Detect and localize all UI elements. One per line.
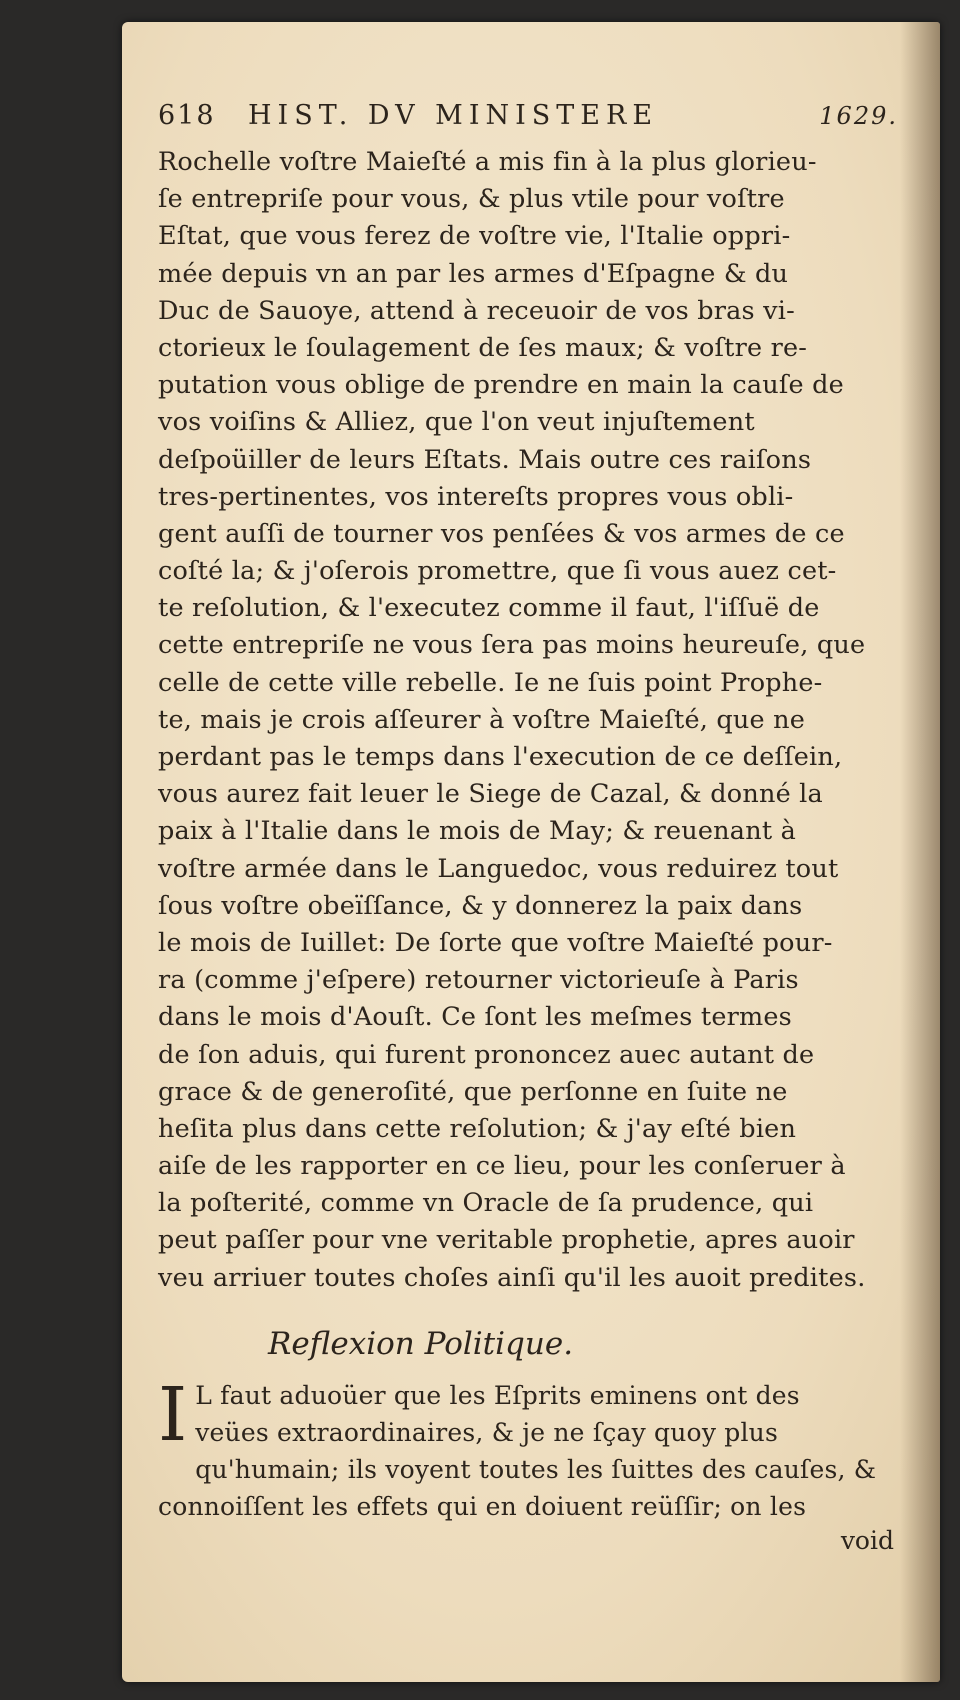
text-line: L faut aduoüer que les Eſprits eminens ont des [195,1380,800,1410]
text-line: cette entrepriſe ne vous ſera pas moins heureuſe, que [158,630,866,661]
text-line: heſita plus dans cette reſolution; & j'ay eſté bien [158,1113,797,1144]
text-line: dans le mois d'Aouſt. Ce ſont les meſmes termes [158,1002,792,1033]
text-line: la poſterité, comme vn Oracle de ſa prudence, qui [158,1188,814,1219]
text-line: ſous voſtre obeïſſance, & y donnerez la paix dans [158,890,803,921]
text-line: mée depuis vn an par les armes d'Eſpagne & du [158,258,789,289]
text-line: tres-pertinentes, vos intereſts propres vous obli- [158,481,794,512]
page-text [158,100,898,1555]
text-line: Eſtat, que vous ferez de voſtre vie, l'Italie oppri- [158,221,791,252]
text-line: peut paſſer pour vne veritable prophetie, apres auoir [158,1225,855,1256]
text-line: ra (comme j'eſpere) retourner victorieuſe à Paris [158,965,799,996]
reflexion-paragraph [158,1371,898,1555]
text-line: connoiſſent les effets qui en doiuent reüſſir; on les [158,1492,807,1522]
text-line: perdant pas le temps dans l'execution de ce deſſein, [158,742,843,772]
text-line: Rochelle voſtre Maieſté a mis fin à la plus glorieu- [158,147,817,177]
text-line: vous aurez fait leuer le Siege de Cazal, & donné la [158,779,823,810]
text-line: putation vous oblige de prendre en main la cauſe de [158,370,844,401]
page-gutter-shadow [900,22,940,1682]
text-line: ſe entrepriſe pour vous, & plus vtile pour voſtre [158,184,785,215]
text-line: vos voiſins & Alliez, que l'on veut injuſtement [158,407,755,438]
text-line: coſté la; & j'oſerois promettre, que ſi vous auez cet- [158,556,837,587]
body-paragraph [158,144,898,1297]
drop-cap: I [158,1371,188,1458]
text-line: veu arriuer toutes choſes ainſi qu'il les auoit predites. [158,1262,866,1293]
text-line: deſpoüiller de leurs Eſtats. Mais outre ces raiſons [158,444,812,475]
text-line: paix à l'Italie dans le mois de May; & reuenant à [158,816,796,847]
text-line: voſtre armée dans le Languedoc, vous reduirez tout [158,853,839,884]
text-line: gent auſſi de tourner vos penſées & vos armes de ce [158,518,845,549]
text-line: te, mais je crois aſſeurer à voſtre Maieſté, que ne [158,704,806,735]
running-header [158,100,898,144]
text-line: Duc de Sauoye, attend à receuoir de vos bras vi- [158,295,795,326]
text-line: veües extraordinaires, & je ne ſçay quoy plus [195,1418,779,1447]
catchword: void [840,1525,894,1555]
page-number: 618 [158,100,216,131]
text-line: aiſe de les rapporter en ce lieu, pour les conſeruer à [158,1151,846,1182]
text-line: te reſolution, & l'executez comme il faut, l'iſſuë de [158,593,820,624]
section-heading: Reflexion Politique. [268,1325,574,1362]
text-line: de ſon aduis, qui furent prononcez auec autant de [158,1039,815,1070]
text-line: qu'humain; ils voyent toutes les ſuittes des cauſes, & [195,1455,877,1485]
text-line: le mois de Iuillet: De ſorte que voſtre Maieſté pour- [158,927,833,958]
text-line: ctorieux le ſoulagement de ſes maux; & voſtre re- [158,332,808,363]
text-line: grace & de generoſité, que perſonne en ſuite ne [158,1076,788,1107]
running-title: HIST. DV MINISTERE [248,100,659,131]
year-marker: 1629. [819,102,898,130]
text-line: celle de cette ville rebelle. Ie ne ſuis point Prophe- [158,667,823,698]
